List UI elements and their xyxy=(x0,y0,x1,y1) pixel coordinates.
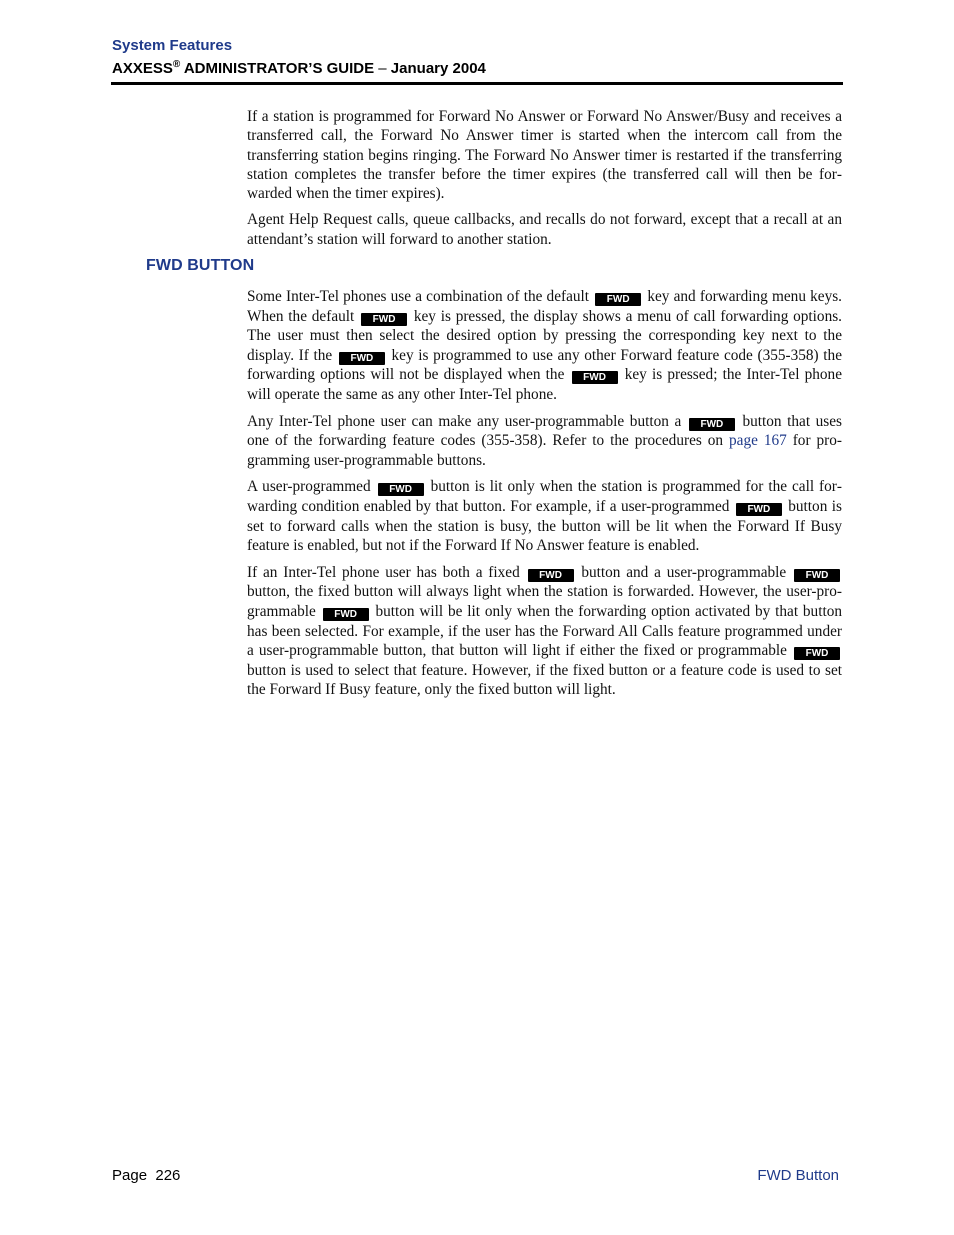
text-run: key is pressed, the display shows a menu of call forwarding options. The user must then select the desired option by pressing the corresponding key next to the display. If the xyxy=(247,307,843,364)
footer-page-number: Page 226 xyxy=(112,1167,181,1184)
text-run: button is set to forward calls when the station is busy, the button will be lit when the Forward If Busy feature is enabled, but not if the Forward If No Answer feature is enabled. xyxy=(247,497,842,555)
fwd-key-icon: FWD xyxy=(339,352,385,365)
page-167-link[interactable]: page 167 xyxy=(729,432,787,450)
text-run: key is pressed; the Inter-Tel phone will operate the same as any other Inter-Tel phone. xyxy=(247,366,842,403)
text-run: Any Inter-Tel phone user can make any user-programmable button a xyxy=(247,412,687,430)
fwd-paragraph-3 xyxy=(247,477,842,555)
header-rule xyxy=(111,82,843,85)
fwd-paragraph-4 xyxy=(247,563,842,700)
guide-title: ADMINISTRATOR’S GUIDE xyxy=(180,60,379,77)
running-header-guide-title xyxy=(112,60,486,77)
intro-paragraph-1: If a station is programmed for Forward No Answer or Forward No Answer/Busy and receives a transferred call, the Forward No Answer timer is started when the intercom call from the transferring station begins ringing. The Forward No Answer timer is restarted if the transferring station completes the transfer before the timer expires (the transferred call will then be forwarded when the timer expires). xyxy=(247,108,842,203)
fwd-paragraph-1 xyxy=(247,287,842,405)
fwd-key-icon: FWD xyxy=(794,647,840,660)
guide-brand: AXXESS xyxy=(112,60,173,77)
fwd-key-icon: FWD xyxy=(361,313,407,326)
text-run: button will be lit only when the forwarding option activated by that button has been selected. For example, if the user has the Forward All Calls feature programmed under a user-programmable button, that button will light if either the fixed or programmable xyxy=(247,602,842,660)
fwd-key-icon: FWD xyxy=(378,483,424,496)
fwd-key-icon: FWD xyxy=(528,569,574,582)
intro-paragraph-2: Agent Help Request calls, queue callbacks, and recalls do not forward, except that a recall at an attendant’s station will forward to another station. xyxy=(247,211,842,248)
text-run: button and a user-programmable xyxy=(575,563,792,581)
text-run: button is used to select that feature. However, if the fixed button or a feature code is used to set the Forward If Busy feature, only the fixed button will light. xyxy=(247,661,842,699)
fwd-key-icon: FWD xyxy=(323,608,369,621)
guide-date: January 2004 xyxy=(386,60,486,77)
fwd-key-icon: FWD xyxy=(794,569,840,582)
text-run: key is programmed to use any other Forward feature code (355-358) the forwarding options will not be displayed when the xyxy=(247,346,842,384)
text-run: If an Inter-Tel phone user has both a fixed xyxy=(247,563,526,581)
fwd-key-icon: FWD xyxy=(572,371,618,384)
text-run: Some Inter-Tel phones use a combination of the default xyxy=(247,288,594,305)
text-run: A user-programmed xyxy=(247,478,376,496)
text-run: for programming user-programmable buttons. xyxy=(247,432,842,469)
fwd-key-icon: FWD xyxy=(689,418,735,431)
fwd-paragraph-2 xyxy=(247,412,842,471)
fwd-key-icon: FWD xyxy=(736,503,782,516)
running-header-section: System Features xyxy=(112,37,233,54)
text-run: button is lit only when the station is programmed for the call forwarding condition enabled by that button. For example, if a user-programmed xyxy=(247,478,843,515)
section-heading-fwd-button: FWD BUTTON xyxy=(146,257,255,274)
registered-mark: ® xyxy=(172,59,181,70)
text-run: button, the fixed button will always light when the station is forwarded. However, the user-programmable xyxy=(247,583,842,620)
text-run: button that uses one of the forwarding feature codes (355-358). Refer to the procedures on xyxy=(247,412,842,450)
text-run: key and forwarding menu keys. When the default xyxy=(247,288,842,325)
fwd-button-section-body xyxy=(247,287,842,707)
fwd-key-icon: FWD xyxy=(595,293,641,306)
intro-text xyxy=(247,107,842,256)
footer-section-title: FWD Button xyxy=(757,1167,839,1184)
guide-dash: – xyxy=(378,60,387,77)
